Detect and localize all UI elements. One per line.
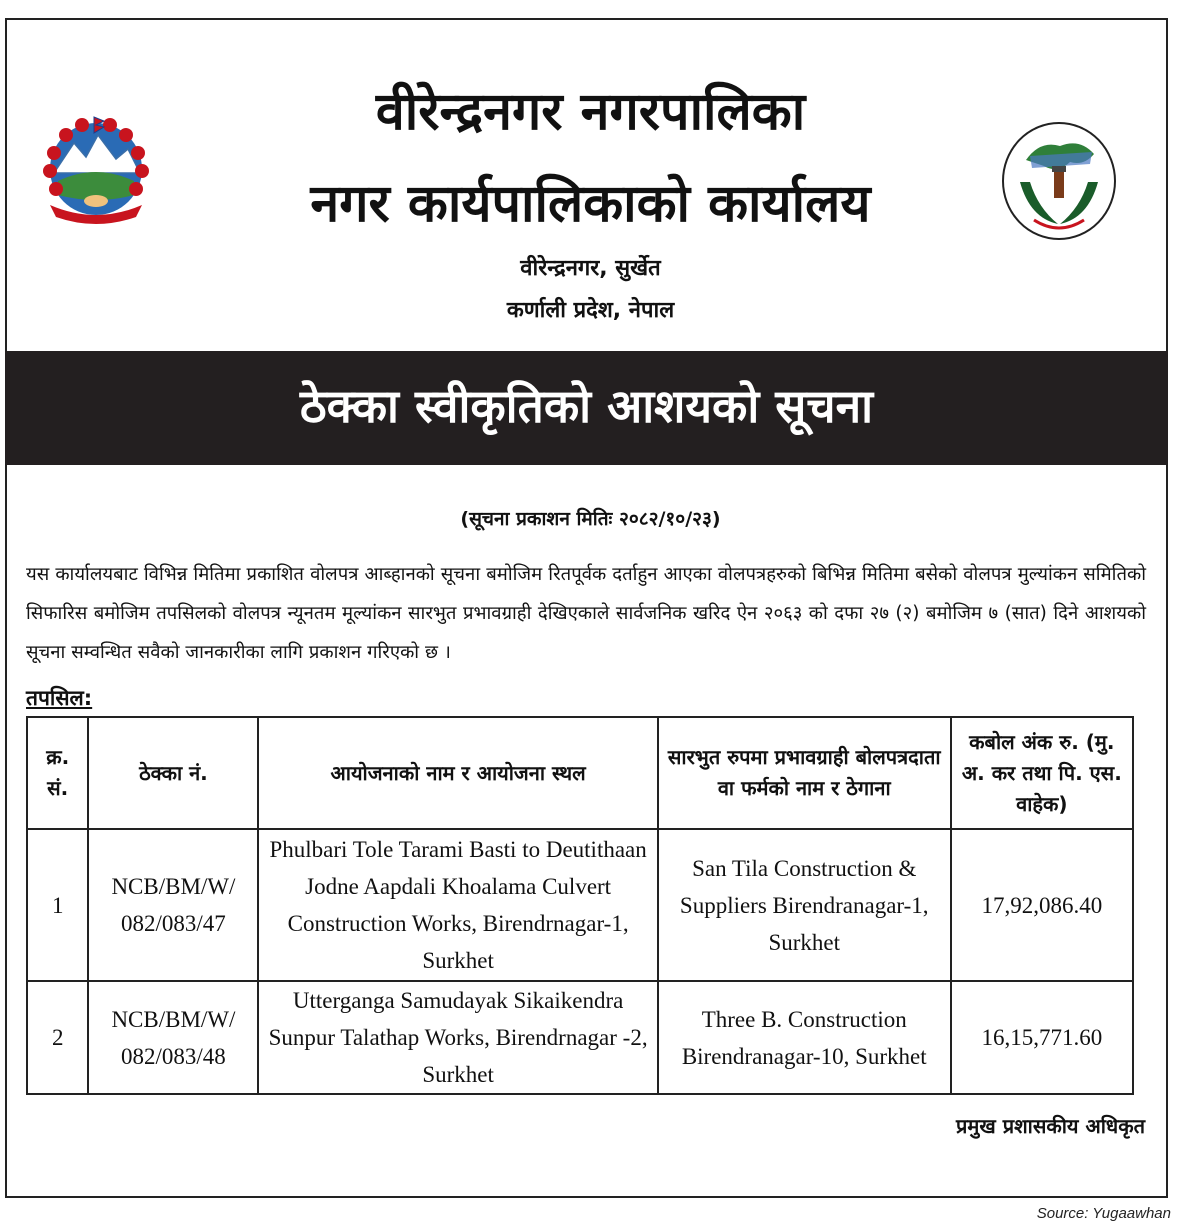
cell-bid-amount: 16,15,771.60 [951, 981, 1133, 1094]
cell-serial-number: 1 [27, 829, 88, 981]
cell-contract-number: NCB/BM/W/ 082/083/47 [88, 829, 258, 981]
cell-serial-number: 2 [27, 981, 88, 1094]
details-label: तपसिल: [26, 686, 93, 710]
header-contract-number: ठेक्का नं. [88, 717, 258, 829]
cell-project-name: Phulbari Tole Tarami Basti to Deutithaan Jodne Aapdali Khoalama Culvert Construction Works, Birendrnagar-1, Surkhet [258, 829, 657, 981]
cell-firm-name: Three B. Construction Birendranagar-10, Surkhet [658, 981, 951, 1094]
table-row [27, 829, 1133, 981]
source-credit: Source: Yugaawhan [1036, 1205, 1171, 1222]
address-province: कर्णाली प्रदेश, नेपाल [506, 298, 675, 323]
header-firm-name: सारभुत रुपमा प्रभावग्राही बोलपत्रदाता वा फर्मको नाम र ठेगाना [658, 717, 951, 829]
publication-date: (सूचना प्रकाशन मितिः २०८२/१०/२३) [460, 508, 721, 530]
notice-title-banner: ठेक्का स्वीकृतिको आशयको सूचना [5, 351, 1168, 465]
notice-body-paragraph: यस कार्यालयबाट विभिन्न मितिमा प्रकाशित वोलपत्र आब्हानको सूचना बमोजिम रितपूर्वक दर्ताहुन आएका वोलपत्रहरुको बिभिन्न मितिमा बसेको वोलपत्र मुल्यांकन समितिको सिफारिस बमोजिम तपसिलको वोलपत्र न्यूनतम मूल्यांकन सारभुत प्रभावग्राही देखिएकाले सार्वजनिक खरिद ऐन २०६३ को दफा २७ (२) बमोजिम ७ (सात) दिने आशयको सूचना सम्वन्धित सवैको जानकारीका लागि प्रकाशन गरिएको छ । [26, 564, 1146, 663]
table-header-row [27, 717, 1133, 829]
office-title-line1: वीरेन्द्रनगर नगरपालिका [375, 82, 806, 142]
office-title-line2: नगर कार्यपालिकाको कार्यालय [310, 174, 871, 234]
cell-contract-number: NCB/BM/W/ 082/083/48 [88, 981, 258, 1094]
signatory-title: प्रमुख प्रशासकीय अधिकृत [956, 1114, 1145, 1138]
header-serial-number: क्र. सं. [27, 717, 88, 829]
cell-project-name: Utterganga Samudayak Sikaikendra Sunpur Talathap Works, Birendrnagar -2, Surkhet [258, 981, 657, 1094]
cell-bid-amount: 17,92,086.40 [951, 829, 1133, 981]
table-row [27, 981, 1133, 1094]
cell-firm-name: San Tila Construction & Suppliers Birendranagar-1, Surkhet [658, 829, 951, 981]
municipality-logo-icon [1000, 120, 1118, 242]
contract-table [26, 716, 1134, 1095]
header-bid-amount: कबोल अंक रु. (मु. अ. कर तथा पि. एस. वाहेक) [951, 717, 1133, 829]
header-project-name: आयोजनाको नाम र आयोजना स्थल [258, 717, 657, 829]
address-city: वीरेन्द्रनगर, सुर्खेत [520, 256, 661, 281]
